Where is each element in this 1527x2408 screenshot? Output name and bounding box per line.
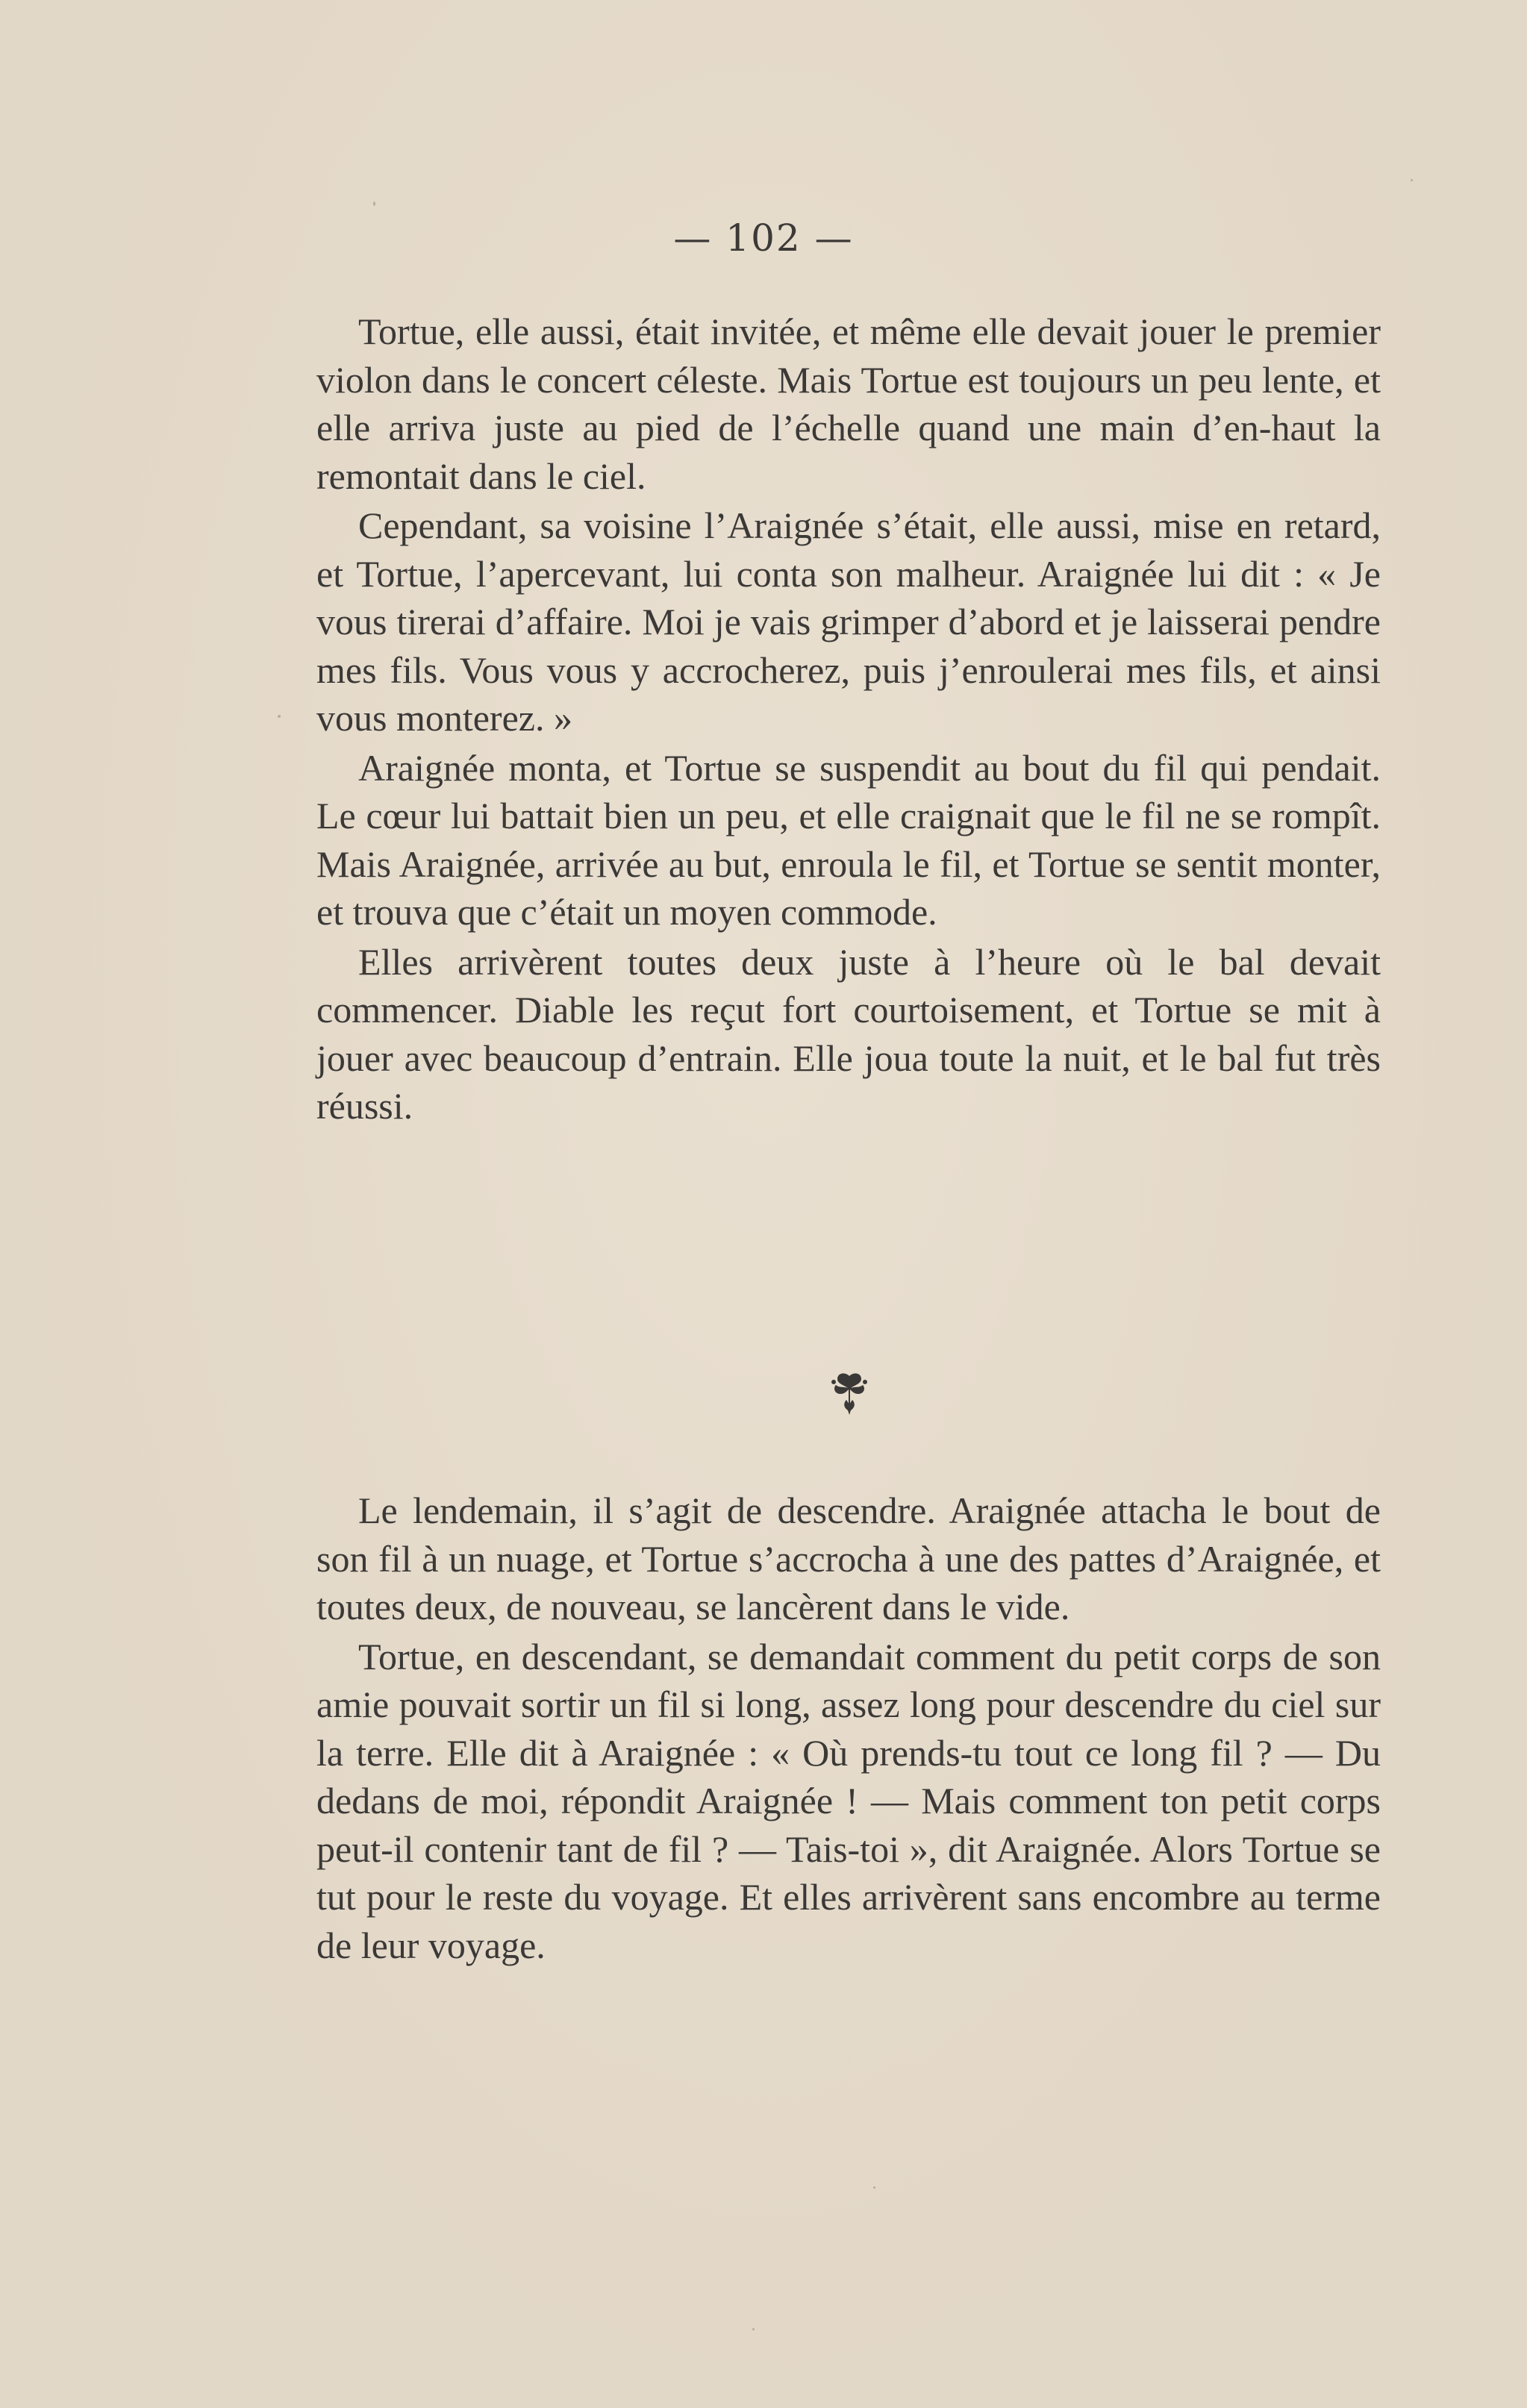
paragraph: Tortue, en descendant, se demandait comment du petit corps de son amie pouvait sortir un fil si long, assez long pour descendre du ciel sur la terre. Elle dit à Araignée : « Où prends-tu tout ce long fil ? — Du dedans de moi, répondit Araignée ! — Mais comment ton petit corps peut-il contenir tant de fil ? — Tais-toi », dit Araignée. Alors Tortue se tut pour le reste du voyage. Et elles arrivèrent sans encombre au terme de leur voyage. [316,1635,1381,1966]
text-section-one [316,307,1381,1130]
paper-speck [278,715,281,718]
paper-speck [752,2328,755,2330]
paragraph: Elles arrivèrent toutes deux juste à l’heure où le bal devait commencer. Diable les reçut fort courtoisement, et Tortue se mit à jouer avec beaucoup d’entrain. Elle joua toute la nuit, et le bal fut très réussi. [316,940,1381,1127]
text-section-two [316,1486,1381,1969]
paragraph: Cependant, sa voisine l’Araignée s’était, elle aussi, mise en retard, et Tortue, l’apercevant, lui conta son malheur. Araignée lui dit : « Je vous tirerai d’affaire. Moi je vais grimper d’abord et je laisserai pendre mes fils. Vous vous y accrocherez, puis j’enroulerai mes fils, et ainsi vous monterez. » [316,504,1381,739]
paper-speck [873,2186,875,2189]
paper-speck [1411,179,1413,181]
paragraph: Araignée monta, et Tortue se suspendit au bout du fil qui pendait. Le cœur lui battait bien un peu, et elle craignait que le fil ne se rompît. Mais Araignée, arrivée au but, enroula le fil, et Tortue se sentit monter, et trouva que c’était un moyen commode. [316,746,1381,933]
page-number: — 102 — [673,216,854,260]
fleuron-ornament-icon [827,1370,872,1419]
paper-speck [373,201,375,206]
paragraph: Tortue, elle aussi, était invitée, et même elle devait jouer le premier violon dans le concert céleste. Mais Tortue est toujours un peu lente, et elle arriva juste au pied de l’échelle quand une main d’en-haut la remontait dans le ciel. [316,310,1381,497]
paragraph: Le lendemain, il s’agit de descendre. Araignée attacha le bout de son fil à un nuage, et Tortue s’accrocha à une des pattes d’Araignée, et toutes deux, de nouveau, se lancèrent dans le vide. [316,1489,1381,1627]
